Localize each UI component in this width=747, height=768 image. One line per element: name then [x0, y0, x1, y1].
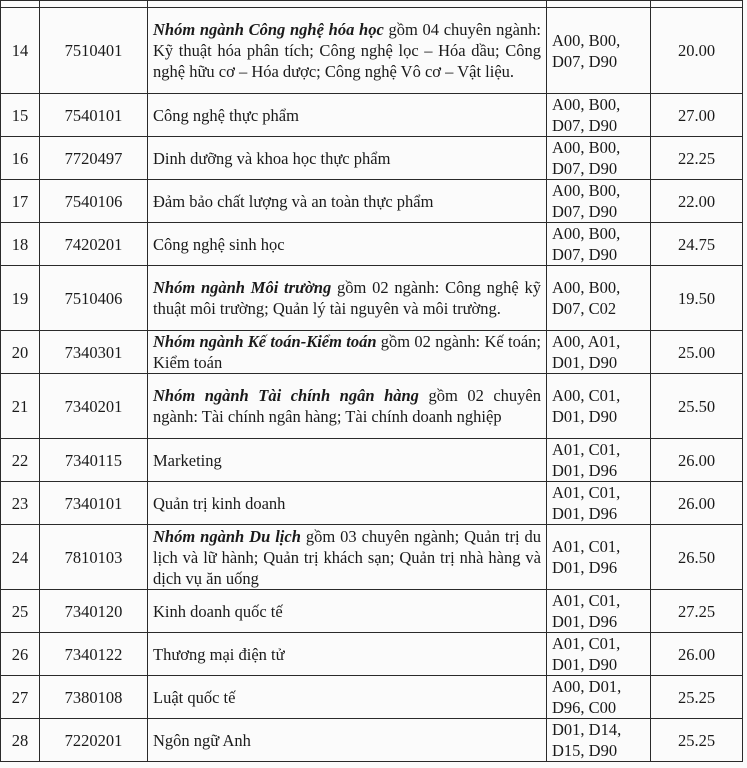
subject-combination-line: D01, D90 — [552, 353, 618, 372]
cutoff-score-cell: 24.75 — [651, 223, 743, 266]
subject-combination-line: A00, B00, — [552, 224, 621, 243]
subject-combination-line: A00, B00, — [552, 138, 621, 157]
major-name-text: Đảm bảo chất lượng và an toàn thực phẩm — [153, 191, 434, 211]
subject-combination-cell — [547, 266, 651, 331]
subject-combination-cell — [547, 331, 651, 374]
major-name-text: Quản trị kinh doanh — [153, 493, 286, 513]
row-number-cell: 24 — [1, 525, 40, 590]
row-number-cell: 26 — [1, 633, 40, 676]
row-number-cell: 25 — [1, 590, 40, 633]
subject-combination-cell — [547, 719, 651, 762]
major-name-cell — [148, 633, 547, 676]
major-code-cell: 7540101 — [40, 94, 148, 137]
subject-combination-line: A00, B00, — [552, 181, 621, 200]
major-name-cell — [148, 439, 547, 482]
table-row — [1, 223, 743, 266]
major-name-cell — [148, 482, 547, 525]
major-code-cell: 7720497 — [40, 137, 148, 180]
cutoff-score-cell: 25.00 — [651, 331, 743, 374]
subject-combination-line: A01, C01, — [552, 537, 621, 556]
cutoff-score-cell: 25.25 — [651, 719, 743, 762]
major-name-text: Ngôn ngữ Anh — [153, 730, 251, 750]
cutoff-score-cell: 19.50 — [651, 266, 743, 331]
major-name-text: gồm 03 chuyên ngành; Quản trị du lịch và lữ hành; Quản trị khách sạn; Quản trị nhà hàng và dịch vụ ăn uống — [153, 526, 541, 588]
major-group-title: Nhóm ngành Công nghệ hóa học — [153, 20, 384, 39]
row-number-cell: 15 — [1, 94, 40, 137]
subject-combination-cell — [547, 633, 651, 676]
table-row — [1, 525, 743, 590]
subject-combination-cell — [547, 374, 651, 439]
major-code-cell: 7340120 — [40, 590, 148, 633]
table-row — [1, 633, 743, 676]
subject-combination-cell — [547, 525, 651, 590]
major-name-cell — [148, 266, 547, 331]
subject-combination-line: A00, D01, — [552, 677, 622, 696]
subject-combination-line: D07, D90 — [552, 202, 618, 221]
major-name-text: Kinh doanh quốc tế — [153, 601, 283, 621]
cutoff-score-cell: 27.25 — [651, 590, 743, 633]
major-code-cell: 7420201 — [40, 223, 148, 266]
major-code-cell: 7540106 — [40, 180, 148, 223]
subject-combination-line: D07, D90 — [552, 245, 618, 264]
major-code-cell: 7220201 — [40, 719, 148, 762]
table-row — [1, 331, 743, 374]
major-name-cell — [148, 94, 547, 137]
subject-combination-line: D01, D96 — [552, 558, 618, 577]
major-name-cell — [148, 525, 547, 590]
major-name-cell — [148, 8, 547, 94]
subject-combination-line: A01, C01, — [552, 483, 621, 502]
cutoff-score-cell: 22.00 — [651, 180, 743, 223]
table-body — [1, 1, 743, 762]
major-code-cell: 7340101 — [40, 482, 148, 525]
subject-combination-line: D07, D90 — [552, 116, 618, 135]
cutoff-score-cell: 27.00 — [651, 94, 743, 137]
major-code-cell: 7340115 — [40, 439, 148, 482]
subject-combination-line: D01, D96 — [552, 612, 618, 631]
subject-combination-cell — [547, 223, 651, 266]
table-row — [1, 482, 743, 525]
major-name-text: Luật quốc tế — [153, 687, 236, 707]
row-number-cell: 19 — [1, 266, 40, 331]
major-code-cell: 7380108 — [40, 676, 148, 719]
table-row — [1, 137, 743, 180]
table-row — [1, 439, 743, 482]
major-name-text: Dinh dưỡng và khoa học thực phẩm — [153, 148, 391, 168]
row-number-cell: 21 — [1, 374, 40, 439]
cutoff-score-cell: 25.50 — [651, 374, 743, 439]
subject-combination-cell — [547, 439, 651, 482]
subject-combination-line: A01, C01, — [552, 591, 621, 610]
major-name-text: gồm 04 chuyên ngành: Kỹ thuật hóa phân tích; Công nghệ lọc – Hóa dầu; Công nghệ hữu cơ – Hóa dược; Công nghệ Vô cơ – Vật liệu. — [153, 20, 541, 81]
subject-combination-line: D07, D90 — [552, 51, 618, 71]
cutoff-score-cell: 26.50 — [651, 525, 743, 590]
major-group-title: Nhóm ngành Kế toán-Kiểm toán — [153, 332, 377, 351]
row-number-cell: 20 — [1, 331, 40, 374]
major-code-cell: 7510401 — [40, 8, 148, 94]
subject-combination-line: D07, D90 — [552, 159, 618, 178]
subject-combination-line: D15, D90 — [552, 741, 618, 760]
table-row — [1, 374, 743, 439]
major-code-cell: 7340301 — [40, 331, 148, 374]
subject-combination-cell — [547, 180, 651, 223]
major-name-text: gồm 02 chuyên ngành: Tài chính ngân hàng; Tài chính doanh nghiệp — [153, 386, 541, 426]
major-code-cell: 7340122 — [40, 633, 148, 676]
subject-combination-cell — [547, 94, 651, 137]
subject-combination-line: D01, D90 — [552, 407, 618, 426]
row-number-cell: 16 — [1, 137, 40, 180]
subject-combination-cell — [547, 676, 651, 719]
table-row — [1, 676, 743, 719]
cutoff-score-cell: 26.00 — [651, 633, 743, 676]
subject-combination-line: D01, D96 — [552, 504, 618, 523]
subject-combination-line: D07, C02 — [552, 299, 617, 318]
major-name-text: Công nghệ thực phẩm — [153, 105, 299, 125]
table-row — [1, 180, 743, 223]
subject-combination-line: A00, B00, — [552, 95, 621, 114]
subject-combination-line: D01, D96 — [552, 461, 618, 480]
row-number-cell: 23 — [1, 482, 40, 525]
major-name-cell — [148, 137, 547, 180]
table-row — [1, 590, 743, 633]
cutoff-score-cell: 26.00 — [651, 439, 743, 482]
cutoff-score-cell: 20.00 — [651, 8, 743, 94]
table-row — [1, 94, 743, 137]
table-row — [1, 8, 743, 94]
cutoff-score-cell: 25.25 — [651, 676, 743, 719]
table-row-partial — [1, 1, 743, 8]
table-row — [1, 719, 743, 762]
cutoff-score-cell: 26.00 — [651, 482, 743, 525]
row-number-cell: 27 — [1, 676, 40, 719]
major-name-cell — [148, 374, 547, 439]
major-name-cell — [148, 223, 547, 266]
subject-combination-line: A00, C01, — [552, 386, 621, 405]
subject-combination-cell — [547, 137, 651, 180]
subject-combination-line: A01, C01, — [552, 634, 621, 653]
subject-combination-cell — [547, 590, 651, 633]
row-number-cell: 22 — [1, 439, 40, 482]
major-group-title: Nhóm ngành Tài chính ngân hàng — [153, 386, 419, 405]
major-name-cell — [148, 180, 547, 223]
major-name-cell — [148, 719, 547, 762]
row-number-cell: 14 — [1, 8, 40, 94]
major-group-title: Nhóm ngành Môi trường — [153, 278, 332, 297]
subject-combination-line: A00, A01, — [552, 332, 621, 351]
subject-combination-line: D01, D14, — [552, 720, 622, 739]
major-name-text: gồm 02 ngành: Kế toán; Kiểm toán — [153, 332, 541, 372]
subject-combination-cell — [547, 482, 651, 525]
major-group-title: Nhóm ngành Du lịch — [153, 526, 301, 546]
row-number-cell: 17 — [1, 180, 40, 223]
subject-combination-line: A00, B00, — [552, 278, 621, 297]
subject-combination-line: A01, C01, — [552, 440, 621, 459]
cutoff-score-cell: 22.25 — [651, 137, 743, 180]
major-name-text: Công nghệ sinh học — [153, 234, 285, 254]
subject-combination-cell — [547, 8, 651, 94]
major-name-text: Thương mại điện tử — [153, 644, 285, 664]
subject-combination-line: D96, C00 — [552, 698, 617, 717]
major-code-cell: 7510406 — [40, 266, 148, 331]
subject-combination-line: A00, B00, — [552, 30, 621, 50]
major-name-text: Marketing — [153, 450, 222, 470]
major-name-text: gồm 02 ngành: Công nghệ kỹ thuật môi trường; Quản lý tài nguyên và môi trường. — [153, 278, 541, 318]
subject-combination-line: D01, D90 — [552, 655, 618, 674]
table-row — [1, 266, 743, 331]
major-name-cell — [148, 331, 547, 374]
row-number-cell: 28 — [1, 719, 40, 762]
major-code-cell: 7810103 — [40, 525, 148, 590]
major-name-cell — [148, 676, 547, 719]
major-code-cell: 7340201 — [40, 374, 148, 439]
row-number-cell: 18 — [1, 223, 40, 266]
major-name-cell — [148, 590, 547, 633]
